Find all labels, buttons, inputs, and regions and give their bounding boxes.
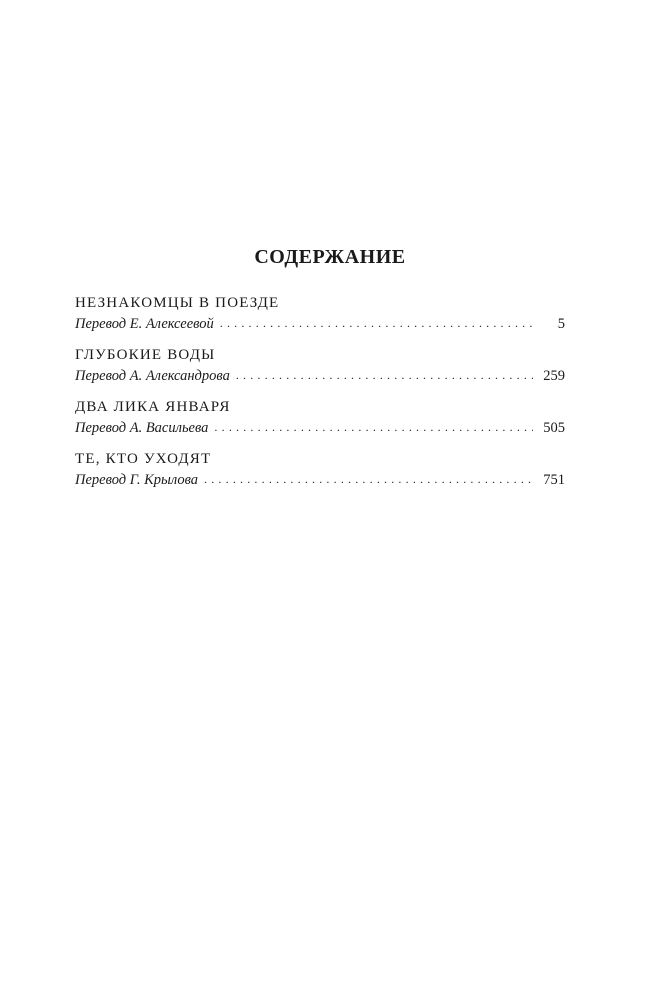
entry-line — [75, 314, 565, 334]
entry-line — [75, 418, 565, 438]
entry-title: ДВА ЛИКА ЯНВАРЯ — [75, 399, 231, 415]
toc-entry — [75, 397, 565, 449]
dot-leader — [236, 365, 533, 385]
entry-title: НЕЗНАКОМЦЫ В ПОЕЗДЕ — [75, 295, 280, 311]
entry-page-number: 751 — [543, 472, 565, 488]
entry-title: ГЛУБОКИЕ ВОДЫ — [75, 347, 216, 363]
entry-line — [75, 470, 565, 490]
dot-leader — [204, 469, 533, 489]
entry-translator: Перевод Е. Алексеевой — [75, 316, 214, 332]
entry-page-number: 5 — [557, 316, 565, 332]
toc-entry — [75, 293, 565, 345]
entry-title: ТЕ, КТО УХОДЯТ — [75, 451, 212, 467]
entry-translator: Перевод Г. Крылова — [75, 472, 199, 488]
page-title: СОДЕРЖАНИЕ — [254, 246, 406, 268]
toc-entry — [75, 345, 565, 397]
entry-page-number: 259 — [543, 368, 565, 384]
entry-translator: Перевод А. Васильева — [75, 420, 209, 436]
dot-leader — [214, 417, 533, 437]
table-of-contents — [75, 293, 565, 501]
entry-page-number: 505 — [543, 420, 565, 436]
entry-translator: Перевод А. Александрова — [75, 368, 230, 384]
toc-entry — [75, 449, 565, 501]
entry-line — [75, 366, 565, 386]
dot-leader — [220, 313, 533, 333]
